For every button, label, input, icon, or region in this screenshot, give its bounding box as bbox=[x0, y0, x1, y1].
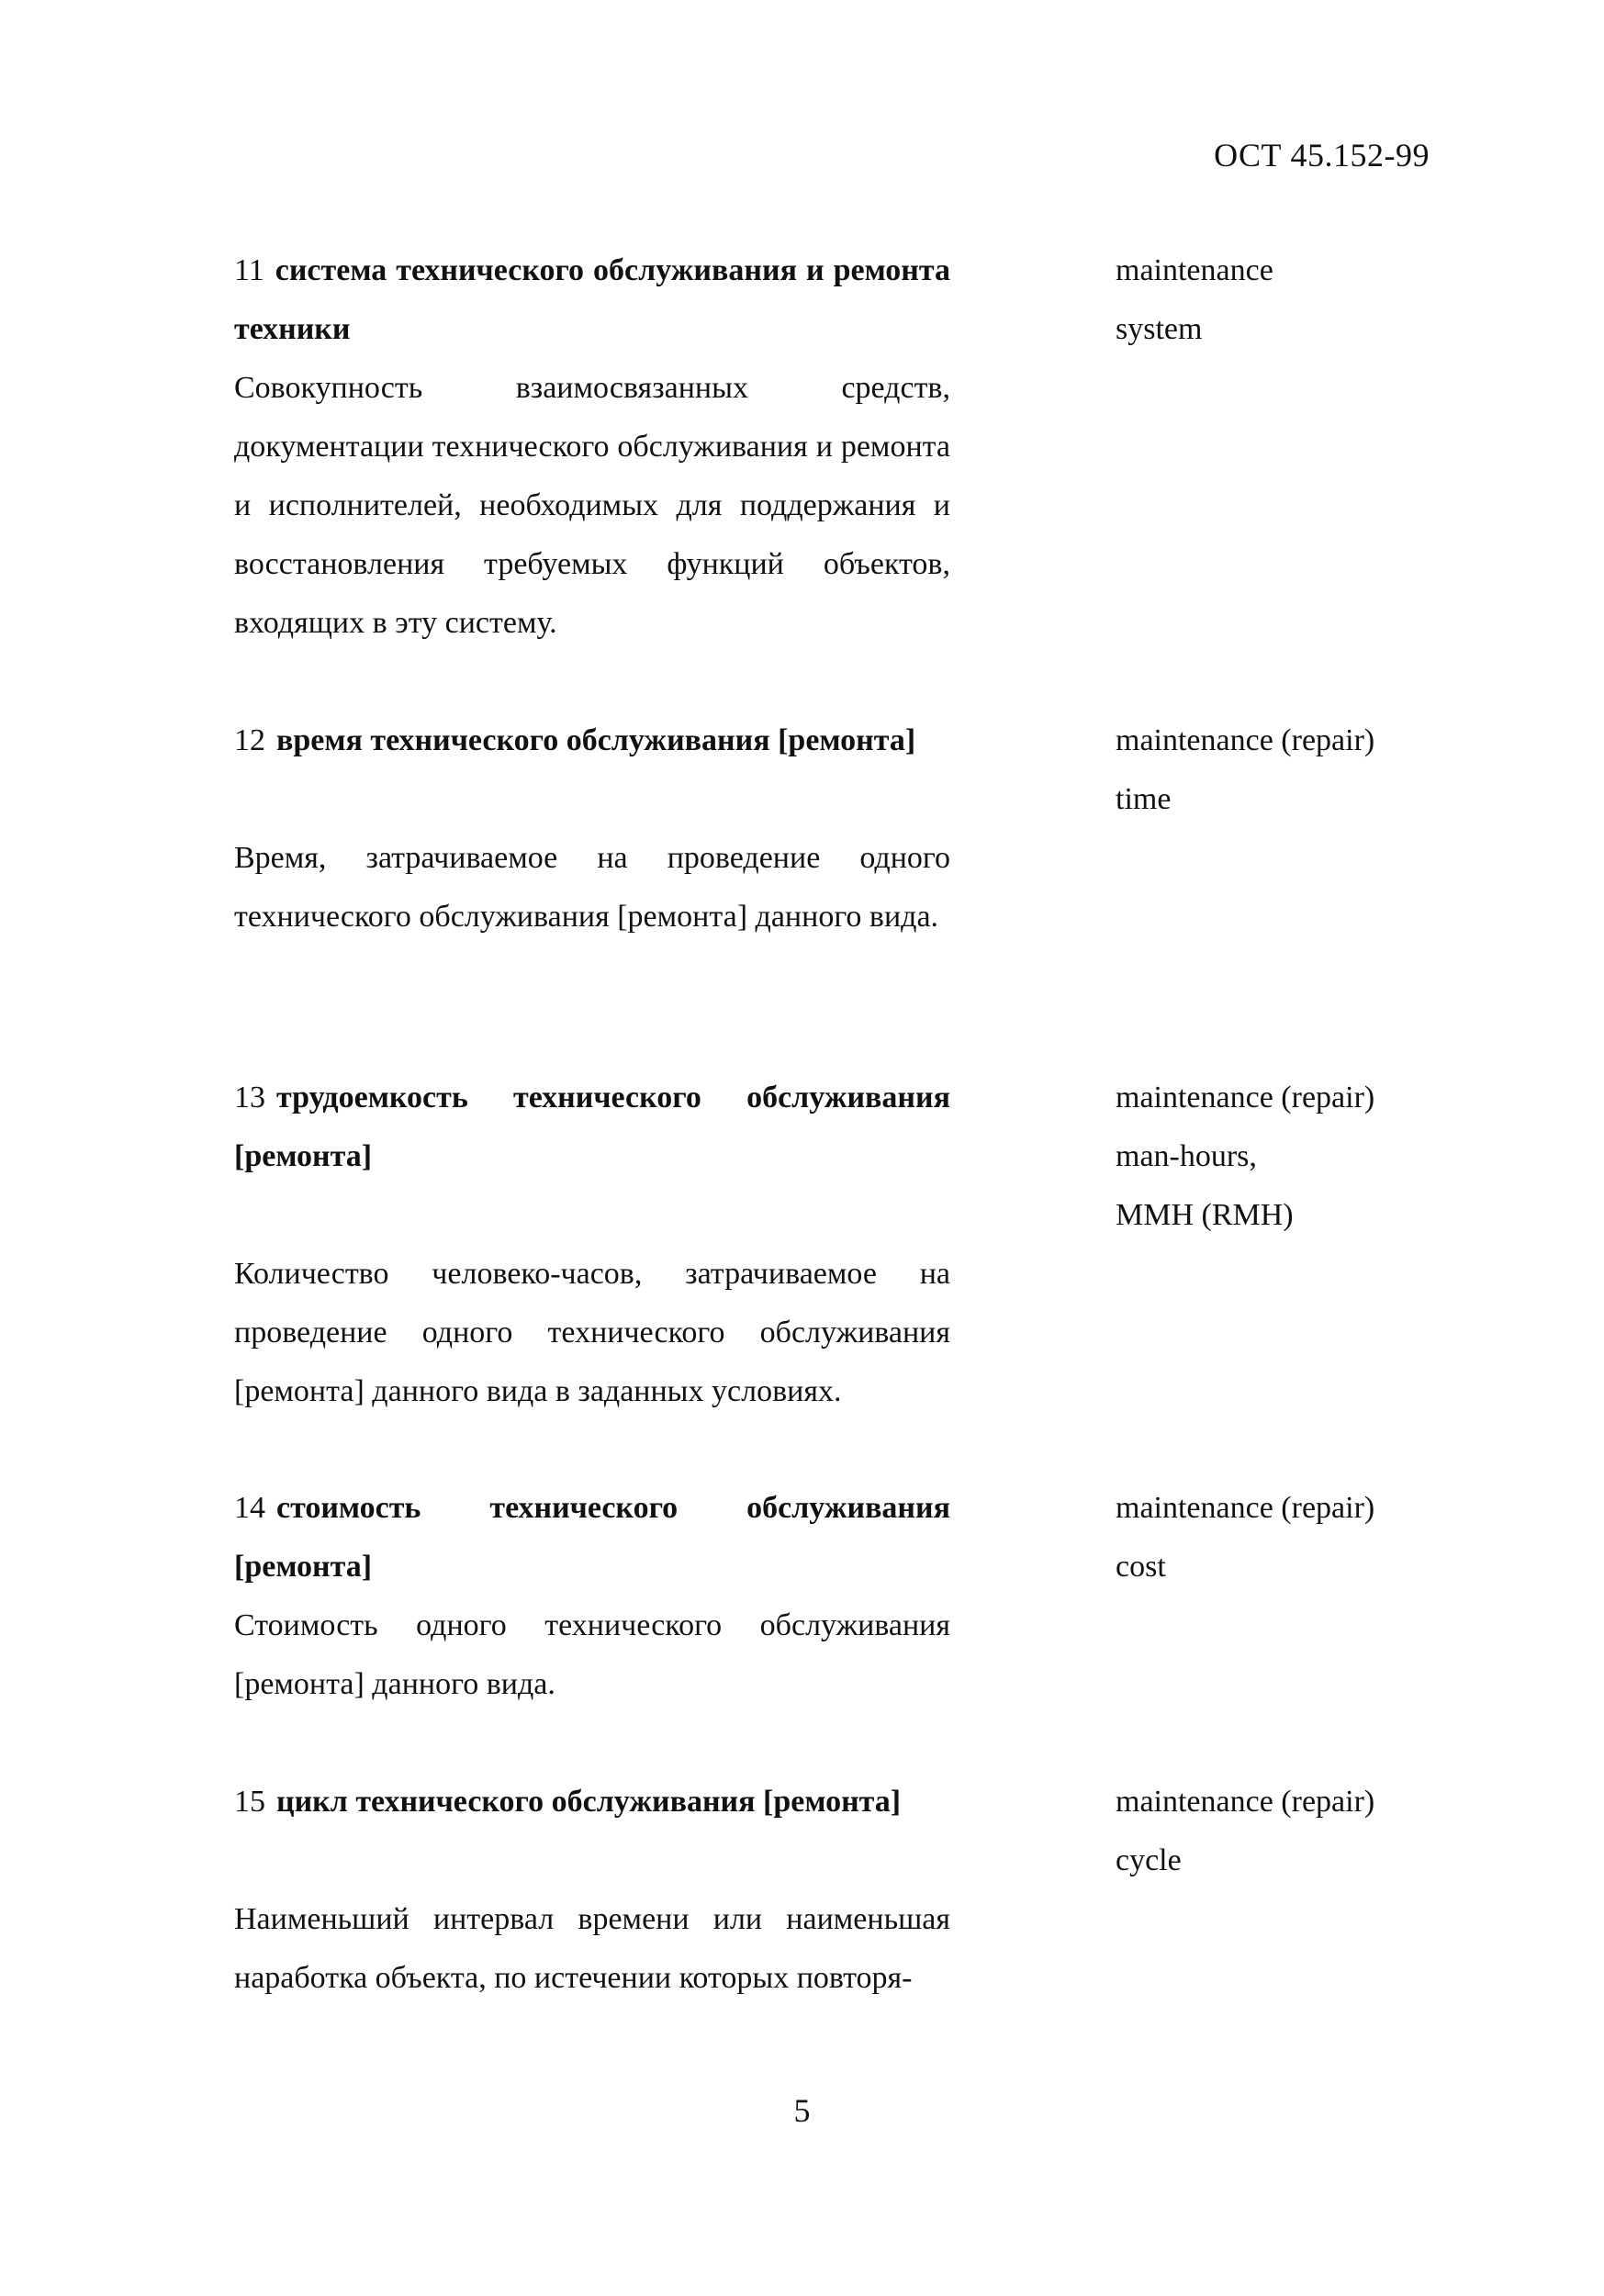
english-term-line: maintenance (repair) bbox=[1116, 1081, 1375, 1114]
term-english-block bbox=[1116, 241, 1538, 359]
english-term-line: time bbox=[1116, 782, 1172, 816]
english-term-line: maintenance (repair) bbox=[1116, 1491, 1375, 1525]
english-term-line: cycle bbox=[1116, 1843, 1182, 1877]
term-number: 15 bbox=[234, 1785, 265, 1819]
english-term-line: maintenance bbox=[1116, 253, 1273, 287]
term-title: трудоемкость технического обслуживания [ремонта] bbox=[234, 1081, 950, 1173]
term-definition: Количество человеко-часов, затрачиваемое на проведение одного технического обслуживания [ремонта] данного вида в заданных условиях. bbox=[234, 1257, 950, 1408]
term-russian-block bbox=[234, 241, 950, 653]
page-number: 5 bbox=[793, 2092, 811, 2129]
english-term-line: MMH (RMH) bbox=[1116, 1198, 1294, 1232]
term-definition: Наименьший интервал времени или наименьшая наработка объекта, по истечении которых повторя- bbox=[234, 1902, 950, 1995]
term-title: система технического обслуживания и ремонта техники bbox=[234, 253, 950, 346]
term-english-block bbox=[1116, 711, 1538, 829]
term-english-block bbox=[1116, 1069, 1538, 1245]
english-term-line: cost bbox=[1116, 1550, 1166, 1584]
term-heading bbox=[234, 1069, 950, 1186]
english-term-line: system bbox=[1116, 312, 1203, 346]
term-number: 11 bbox=[234, 253, 264, 287]
term-english-block bbox=[1116, 1479, 1538, 1596]
term-heading bbox=[234, 241, 950, 359]
term-title: время технического обслуживания [ремонта] bbox=[276, 723, 916, 757]
term-definition: Стоимость одного технического обслуживания [ремонта] данного вида. bbox=[234, 1608, 950, 1701]
term-russian-block bbox=[234, 1773, 950, 2008]
english-term-line: maintenance (repair) bbox=[1116, 723, 1375, 757]
term-definition: Время, затрачиваемое на проведение одного технического обслуживания [ремонта] данного вида. bbox=[234, 841, 950, 934]
term-title: стоимость технического обслуживания [ремонта] bbox=[234, 1491, 950, 1584]
english-term-line: maintenance (repair) bbox=[1116, 1785, 1375, 1819]
term-number: 13 bbox=[234, 1081, 265, 1114]
term-english-block bbox=[1116, 1773, 1538, 1890]
term-number: 14 bbox=[234, 1491, 265, 1525]
term-heading bbox=[234, 1773, 950, 1831]
term-heading bbox=[234, 711, 950, 770]
document-code: ОСТ 45.152-99 bbox=[1214, 137, 1430, 174]
term-russian-block bbox=[234, 1479, 950, 1714]
english-term-line: man-hours, bbox=[1116, 1139, 1257, 1173]
term-definition: Совокупность взаимосвязанных средств, документации технического обслуживания и ремонта и исполнителей, необходимых для поддержания и восстановления требуемых функций объектов, входящих в эту систему. bbox=[234, 371, 950, 640]
term-russian-block bbox=[234, 711, 950, 946]
term-number: 12 bbox=[234, 723, 265, 757]
term-heading bbox=[234, 1479, 950, 1596]
term-title: цикл технического обслуживания [ремонта] bbox=[276, 1785, 902, 1819]
term-russian-block bbox=[234, 1069, 950, 1421]
